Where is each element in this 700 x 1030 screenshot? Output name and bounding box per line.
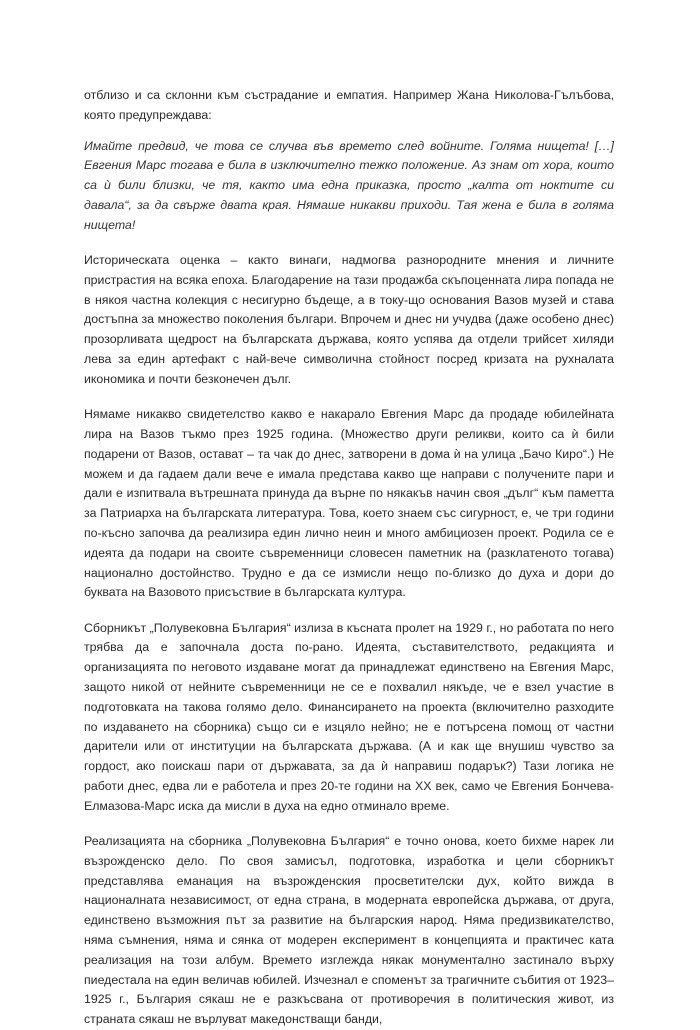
paragraph-collection: Сборникът „Полувековна България“ излиза в късната пролет на 1929 г., но работата по него трябва да е започнала доста по-рано. Идеята, съставителството, редакцията и организацията по неговото издаване могат да принадлежат единствено на Евгения Марс, защото никой от нейните съвременници не се е похвалил някъде, че е взел участие в подготовката на такова голямо дело. Финансирането на проекта (включително разходите по издаването на сборника) също си е изцяло нейно; не е потърсена помощ от частни дарители или от институции на българската държава. (А и как ще внушиш чувство за гордост, ако поискаш пари от държавата, за да ѝ направиш подарък?) Тази логика не работи днес, едва ли е работела и през 20-те години на XX век, само че Евгения Бончева-Елмазова-Марс иска да мисли в духа на едно отминало време. bbox=[84, 620, 614, 813]
quote-paragraph: Имайте предвид, че това се случва във времето след войните. Голяма нищета! […] Евгения Марс тогава е била в изключително тежко положение. Аз знам от хора, които са ѝ били близки, че тя, както има една приказка, просто „калта от ноктите си давала“, за да свърже двата края. Нямаше никакви приходи. Тая жена е била в голяма нищета! bbox=[84, 138, 614, 232]
paragraph-intro: отблизо и са склонни към състрадание и емпатия. Например Жана Николова-Гълъбова, която предупреждава: bbox=[84, 88, 614, 122]
paragraph-no-evidence: Нямаме никакво свидетелство какво е накарало Евгения Марс да продаде юбилейната лира на Вазов тъкмо през 1925 година. (Множество други реликви, които са ѝ били подарени от Вазов, остават – та чак до днес, затворени в дома ѝ на улица „Бачо Киро“.) Не можем и да гадаем дали вече е имала представа какво ще направи с получените пари и дали е изпитвала вътрешната принуда да върне по някакъв начин своя „дълг“ към паметта за Патриарха на българската литература. Това, което знаем със сигурност, е, че три години по-късно започва да реализира един лично неин и много амбициозен проект. Родила се е идеята да подари на своите съвременници словесен паметник на (разклатеното тогава) национално достойнство. Трудно е да се измисли нещо по-близко до духа и дори до буквата на Вазовото присъствие в българската култура. bbox=[84, 407, 614, 600]
paragraph-historical-assessment: Историческата оценка – както винаги, надмогва разнородните мнения и личните пристрастия на всяка епоха. Благодарение на тази продажба скъпоценната лира попада не в някоя частна колекция с несигурно бъдеще, а в току-що основания Вазов музей и става достъпна за множество поколения българи. Впрочем и днес ни учудва (даже особено днес) прозорливата щедрост на българската държава, която успява да отдели трийсет хиляди лева за един артефакт с най-вече символична стойност посред кризата на рухналата икономика и почти безконечен дълг. bbox=[84, 253, 614, 386]
paragraph-realization: Реализацията на сборника „Полувековна България“ е точно онова, което бихме нарек ли възрожденско дело. По своя замисъл, подготовка, изработка и цели сборникът представлява еманация на възрожденския просветителски дух, който вижда в националната независимост, от една страна, в модерната европейска държава, от друга, единствено възможния път за развитие на българския народ. Няма предизвикателство, няма съмнения, няма и сянка от модерен експеримент в концепцията и практичес ката реализация на този албум. Времето изглежда някак монументално застинало върху пиедестала на един величав юбилей. Изчезнал е споменът за трагичните събития от 1923–1925 г., България сякаш не е разкъсвана от противоречия в политическия живот, из страната сякаш не върлуват македонстващи банди, bbox=[84, 834, 614, 1027]
document-body bbox=[84, 86, 614, 1030]
